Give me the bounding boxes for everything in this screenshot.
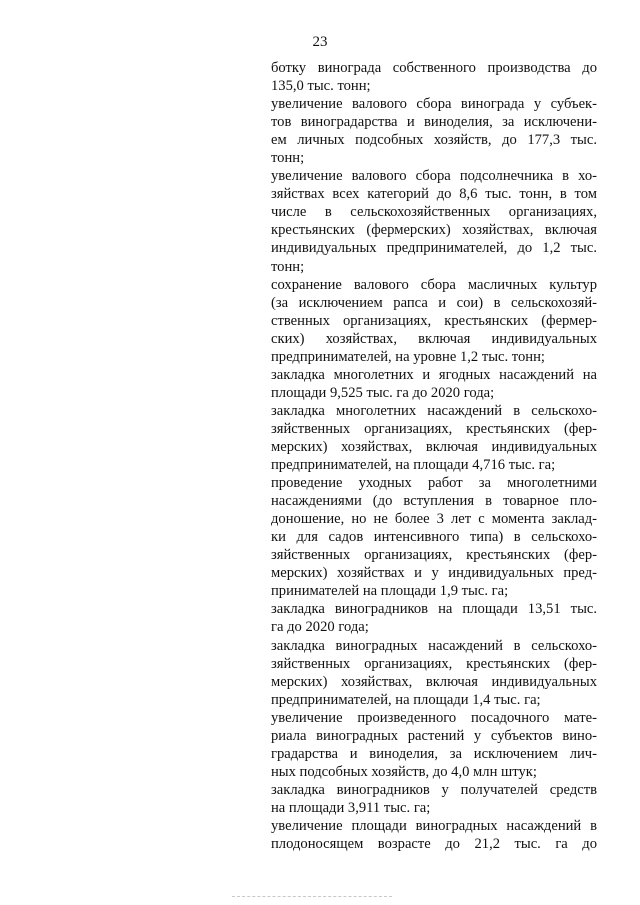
text-line: сохранение валового сбора масличных культур xyxy=(271,276,597,293)
text-line: числе в сельскохозяйственных организациях, xyxy=(271,204,597,221)
text-line: га до 2020 года; xyxy=(271,619,369,636)
text-line: ем личных подсобных хозяйств, до 177,3 тыс. xyxy=(271,132,597,149)
text-line: закладка многолетних и ягодных насаждений на xyxy=(271,366,597,383)
text-line: увеличение площади виноградных насаждений в xyxy=(271,817,597,834)
text-line: 135,0 тыс. тонн; xyxy=(271,78,371,95)
page-number: 23 xyxy=(312,34,328,50)
text-line: мерских) хозяйствах, включая индивидуальных xyxy=(271,673,597,690)
text-line: закладка виноградников на площади 13,51 тыс. xyxy=(271,601,597,618)
text-line: ботку винограда собственного производства до xyxy=(271,60,597,76)
text-line: ных подсобных хозяйств, до 4,0 млн штук; xyxy=(271,763,537,780)
text-line: тонн; xyxy=(271,150,305,167)
text-line: градарства и виноделия, за исключением лич- xyxy=(271,745,597,762)
text-line: насаждениями (до вступления в товарное пло- xyxy=(271,493,597,510)
text-line: предпринимателей, на площади 4,716 тыс. га; xyxy=(271,457,556,474)
text-line: проведение уходных работ за многолетними xyxy=(271,475,597,492)
text-line: предпринимателей, на уровне 1,2 тыс. тонн; xyxy=(271,348,545,365)
text-line: увеличение произведенного посадочного мате- xyxy=(271,709,597,726)
text-line: увеличение валового сбора винограда у субъек- xyxy=(271,96,597,113)
text-line: зяйственных организациях, крестьянских (фер- xyxy=(271,420,597,437)
body-text xyxy=(271,59,597,853)
text-line: тонн; xyxy=(271,258,305,275)
text-line: доношение, но не более 3 лет с момента заклад- xyxy=(271,511,597,528)
text-line: мерских) хозяйствах и у индивидуальных пред- xyxy=(271,565,597,582)
text-line: индивидуальных предпринимателей, до 1,2 тыс. xyxy=(271,240,597,257)
text-line: предпринимателей, на площади 1,4 тыс. га; xyxy=(271,691,541,708)
text-line: закладка виноградников у получателей средств xyxy=(271,781,597,798)
text-line: ских) хозяйствах, включая индивидуальных xyxy=(271,330,597,347)
text-line: зяйствах всех категорий до 8,6 тыс. тонн, в том xyxy=(271,186,597,203)
text-line: ственных организациях, крестьянских (фермер- xyxy=(271,312,597,329)
text-line: на площади 3,911 тыс. га; xyxy=(271,799,431,816)
text-line: зяйственных организациях, крестьянских (фер- xyxy=(271,655,597,672)
text-line: мерских) хозяйствах, включая индивидуальных xyxy=(271,438,597,455)
text-line: крестьянских (фермерских) хозяйствах, включая xyxy=(271,222,597,239)
text-line: (за исключением рапса и сои) в сельскохозяй- xyxy=(271,294,597,311)
text-line: плодоносящем возрасте до 21,2 тыс. га до xyxy=(271,836,597,853)
text-line: ки для садов интенсивного типа) в сельскохо- xyxy=(271,529,597,546)
text-line: риала виноградных растений у субъектов вино- xyxy=(271,727,597,744)
text-line: принимателей на площади 1,9 тыс. га; xyxy=(271,583,509,600)
text-line: тов виноградарства и виноделия, за исключени- xyxy=(271,114,597,131)
text-line: закладка многолетних насаждений в сельскохо- xyxy=(271,402,597,419)
page-bottom-edge xyxy=(232,896,392,897)
text-line: площади 9,525 тыс. га до 2020 года; xyxy=(271,384,495,401)
text-line: зяйственных организациях, крестьянских (фер- xyxy=(271,547,597,564)
text-line: закладка виноградных насаждений в сельскохо- xyxy=(271,637,597,654)
text-line: увеличение валового сбора подсолнечника в хо- xyxy=(271,168,597,185)
